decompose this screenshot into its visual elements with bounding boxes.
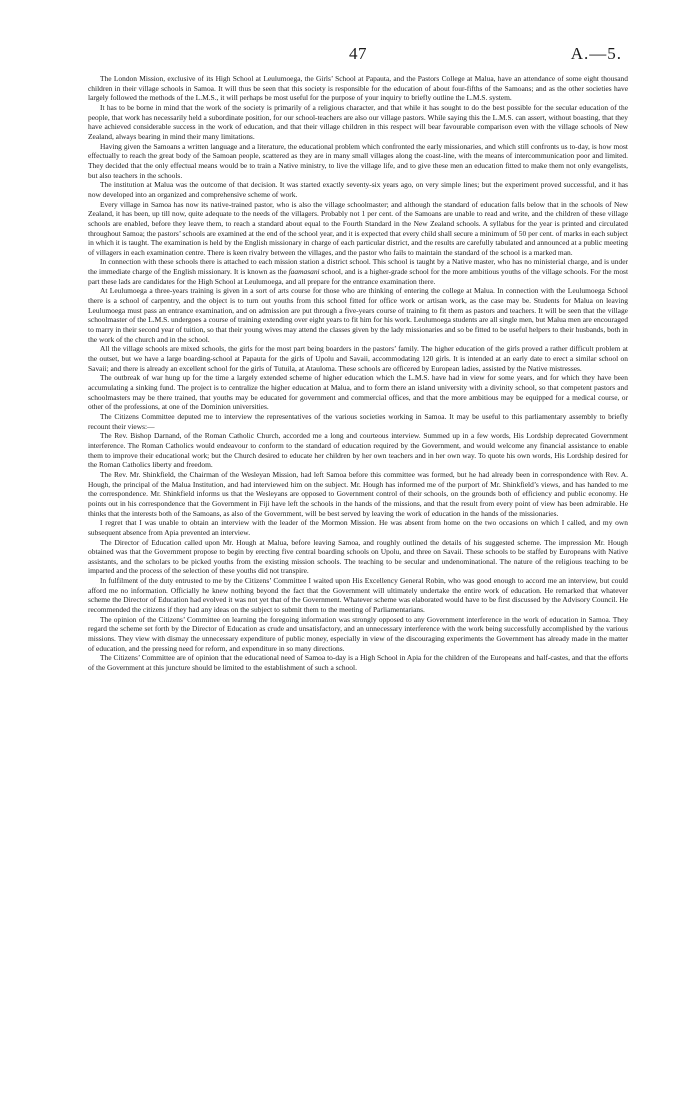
paragraph: The London Mission, exclusive of its High School at Leulumoega, the Girls’ School at Papauta, and the Pastors College at Malua, have an attendance of some eight thousand children in their village schools in Samoa. It will thus be seen that this society is responsible for the education of about four-fifths of the Samoans; and as the other societies have largely followed the methods of the L.M.S., it will perhaps be most useful for the purpose of your inquiry to briefly outline the L.M.S. system. bbox=[88, 74, 628, 103]
document-reference: A.—5. bbox=[570, 44, 622, 63]
paragraph: In fulfilment of the duty entrusted to me by the Citizens’ Committee I waited upon His Excellency General Robin, who was good enough to accord me an interview, but could afford me no information. Officially he knew nothing beyond the fact that the Government will ultimately undertake the entire work of education. He remarked that whatever scheme the Director of Education had evolved it was not yet that of the Government. Whatever scheme was elaborated would have to be first discussed by the Advisory Council. He recommended the citizens if they had any ideas on the subject to submit them to the meeting of Parliamentarians. bbox=[88, 576, 628, 615]
paragraph: The outbreak of war hung up for the time a largely extended scheme of higher education which the L.M.S. have had in view for some years, and for which they have been accumulating a sinking fund. The project is to centralize the higher education at Malua, and to form there an island university with a divinity school, so that competent pastors and schoolmasters may be there trained, that youths may be educated for government and commercial offices, and that the more ambitious may be equipped for a medical course, or other of the professions, at one of the Dominion universities. bbox=[88, 373, 628, 412]
paragraph: The opinion of the Citizens’ Committee on learning the foregoing information was strongly opposed to any Government interference in the work of education in Samoa. They regard the scheme set forth by the Director of Education as crude and unsatisfactory, and an unnecessary interference with the work being successfully accomplished by the various missions. They view with dismay the unnecessary expenditure of public money, especially in view of the discouraging experiments the Government has already made in the matter of education, and the pressing need for reform, and expenditure in so many directions. bbox=[88, 614, 628, 653]
paragraph: The Citizens Committee deputed me to interview the representatives of the various societies working in Samoa. It may be useful to this parliamentary assembly to briefly recount their views:— bbox=[88, 411, 628, 431]
paragraph: The Citizens’ Committee are of opinion that the educational need of Samoa to-day is a High School in Apia for the children of the Europeans and half-castes, and that the efforts of the Government at this juncture should be limited to the establishment of such a school. bbox=[88, 653, 628, 673]
paragraph: The Rev. Bishop Darnand, of the Roman Catholic Church, accorded me a long and courteous interview. Summed up in a few words, His Lordship deprecated Government interference. The Roman Catholics would endeavour to conform to the standard of education required by the Government, and would welcome any financial assistance to enable them to improve their educational work; but the Church desired to educate her children by her own teachers and in her own way. To quote his own words, His Lordship desired for the Roman Catholics liberty and freedom. bbox=[88, 431, 628, 470]
italic-term: faamasani bbox=[288, 267, 320, 277]
paragraph: The Rev. Mr. Shinkfield, the Chairman of the Wesleyan Mission, had left Samoa before this committee was formed, but he had already been in correspondence with Rev. A. Hough, the principal of the Malua Institution, and had interviewed him on the subject. Mr. Hough has informed me of the purport of Mr. Shinkfield’s views, and has handed to me the correspondence. Mr. Shinkfield informs us that the Wesleyans are opposed to Government control of their schools, on the grounds both of efficiency and public economy. He points out in his correspondence that the Government in Fiji have left the schools in the hands of the missions, and that the result from every point of view has been admirable. He thinks that the interests both of the Samoans, as also of the Government, will be best served by leaving the work of education in the hands of the missionaries. bbox=[88, 469, 628, 518]
paragraph: In connection with these schools there is attached to each mission station a district school. This school is taught by a Native master, who has no ministerial charge, and is under the immediate charge of the English missionary. It is known as the faamasani school, and is a higher-grade school for the more ambitious youths of the village schools. For the most part these lads are candidates for the High School at Leulumoega, and all prepare for the entrance examination there. bbox=[88, 257, 629, 286]
body-text bbox=[88, 74, 628, 673]
paragraph: It has to be borne in mind that the work of the society is primarily of a religious character, and that while it has sought to do the best possible for the secular education of the people, that work has necessarily held a subordinate position, for our school-teachers are also our village pastors. While saying this the L.M.S. can assert, without boasting, that they have achieved considerable success in the work of education, and that their village children in this respect will bear favourable comparison even with the village schools of New Zealand, always bearing in mind their many limitations. bbox=[88, 102, 628, 141]
paragraph: The institution at Malua was the outcome of that decision. It was started exactly seventy-six years ago, on very simple lines; but the experiment proved successful, and it has now developed into an organized and comprehensive scheme of work. bbox=[88, 180, 628, 199]
paragraph: At Leulumoega a three-years training is given in a sort of arts course for those who are thinking of entering the college at Malua. In connection with the Leulumoega School there is a school of carpentry, and the object is to turn out youths from this school fitted for office work or artisan work, as the case may be. Students for Malua on leaving Leulumoega must pass an entrance examination, and on admission are put through a five-years course of training to fit them as pastors and teachers. It will be seen that the village schoolmaster of the L.M.S. undergoes a course of training extending over eight years to fit him for his work. Leulumoega students are all single men, but Malua men are encouraged to marry in their second year of tuition, so that their young wives may attend the classes given by the lady missionaries and so be fitted to be useful helpers to their husbands, both in the work of the church and in the school. bbox=[88, 286, 628, 344]
paragraph: Having given the Samoans a written language and a literature, the educational problem which confronted the early missionaries, and which still confronts us to-day, is how most effectually to reach the great body of the Samoan people, scattered as they are in many small villages along the coast-line, with the means of intercommunication poor and limited. They decided that the only effectual means would be to train a Native ministry, to live the village life, and to give these men an education fitted to make them not only evangelists, but also teachers in the schools. bbox=[88, 141, 628, 180]
paragraph: The Director of Education called upon Mr. Hough at Malua, before leaving Samoa, and roughly outlined the details of his suggested scheme. The impression Mr. Hough obtained was that the Government propose to begin by erecting five central boarding schools on Upolu, and three on Savaii. These schools to be staffed by Europeans with Native assistants, and the scholars to be picked youths from the existing mission schools. The teaching to be secular and undenominational. The nature of the religious teaching to be imparted and the process of the selection of these youths did not transpire. bbox=[88, 537, 628, 576]
paragraph: Every village in Samoa has now its native-trained pastor, who is also the village schoolmaster; and although the standard of education falls below that in the schools of New Zealand, it has been, up till now, quite adequate to the needs of the villagers. Probably not 1 per cent. of the Samoans are unable to read and write, and the children of these village schools are enabled, before they leave them, to reach a standard about equal to the Fourth Standard in the New Zealand schools. A syllabus for the year is printed and circulated throughout Samoa; the pastors’ schools are examined at the end of the school year, and it is expected that every child shall secure a minimum of 50 per cent. of marks in each subject in which it is taught. The examination is held by the English missionary in charge of each particular district, and the results are carefully tabulated and announced at a public meeting of villagers in each examination centre. There is keen rivalry between the villages, and the pastor who fails to maintain the standard of the school is a marked man. bbox=[88, 199, 628, 257]
page-header bbox=[88, 44, 628, 74]
page-number: 47 bbox=[349, 44, 367, 63]
paragraph: All the village schools are mixed schools, the girls for the most part being boarders in the pastors’ family. The higher education of the girls proved a rather difficult problem at the outset, but we have a large boarding-school at Papauta for the girls of Upolu and Savaii, accommodating 120 girls. It is intended at an early date to erect a similar school on Savaii; and there is already an excellent school for the girls of Tutuila, at Atauloma. These schools are officered by European ladies, assisted by the Native mistresses. bbox=[88, 344, 628, 373]
document-page bbox=[88, 44, 628, 673]
paragraph: I regret that I was unable to obtain an interview with the leader of the Mormon Mission. He was absent from home on the two occasions on which I called, and my own subsequent absence from Apia prevented an interview. bbox=[88, 518, 628, 537]
